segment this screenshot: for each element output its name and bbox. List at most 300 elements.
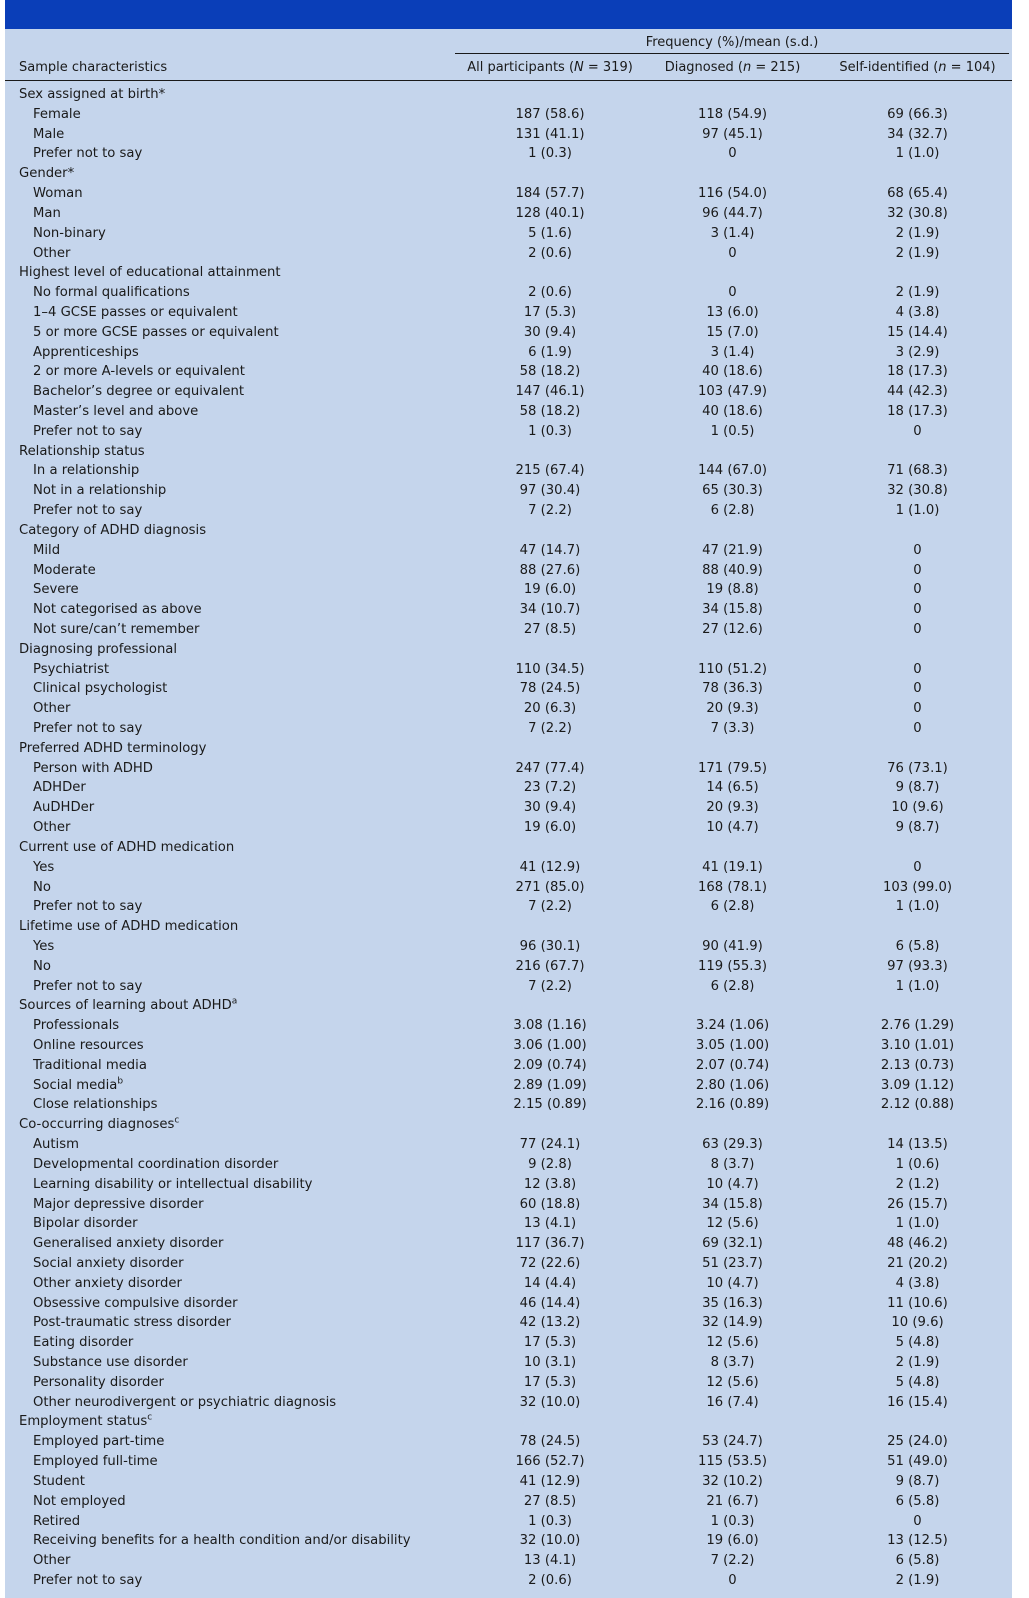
row-label-text: Other (33, 1553, 71, 1569)
section-label (19, 263, 281, 283)
row-label-text: Diagnosing professional (19, 641, 178, 657)
cell-diagnosed: 35 (16.3) (702, 1295, 763, 1311)
table-row (5, 1353, 1012, 1373)
cell-self-identified: 18 (17.3) (887, 364, 948, 380)
cell-diagnosed: 63 (29.3) (702, 1137, 763, 1153)
row-label (33, 1214, 138, 1234)
row-label-text: Mild (33, 542, 61, 558)
col-header-all: All participants (N = 319) (467, 60, 633, 75)
cell-self-identified: 1 (1.0) (895, 978, 940, 994)
table-row (5, 303, 1012, 323)
table-row (5, 679, 1012, 699)
cell-diagnosed: 88 (40.9) (702, 562, 763, 578)
section-heading-row (5, 838, 1012, 858)
row-label-text: Not sure/can’t remember (33, 621, 200, 637)
row-label-text: Not employed (33, 1493, 126, 1509)
table-row (5, 204, 1012, 224)
cell-self-identified: 14 (13.5) (887, 1137, 948, 1153)
row-label (33, 679, 167, 699)
table-row (5, 1155, 1012, 1175)
row-label (33, 561, 96, 581)
cell-all-participants: 32 (10.0) (519, 1394, 581, 1410)
table-row (5, 501, 1012, 521)
cell-diagnosed: 20 (9.3) (706, 800, 759, 816)
cell-diagnosed: 78 (36.3) (702, 681, 763, 697)
cell-diagnosed: 16 (7.4) (706, 1394, 759, 1410)
row-label (33, 1571, 142, 1591)
table-row (5, 937, 1012, 957)
cell-self-identified: 0 (913, 621, 922, 637)
cell-diagnosed: 0 (728, 285, 737, 301)
cell-diagnosed: 10 (4.7) (706, 1275, 759, 1291)
cell-diagnosed: 40 (18.6) (702, 404, 763, 419)
table-row (5, 1214, 1012, 1234)
cell-all-participants: 2 (0.6) (528, 245, 572, 261)
cell-all-participants: 27 (8.5) (523, 621, 577, 637)
row-label-text: Preferred ADHD terminology (19, 740, 207, 756)
table-row (5, 600, 1012, 620)
table-row (5, 461, 1012, 481)
section-heading-row (5, 996, 1012, 1016)
cell-diagnosed: 47 (21.9) (702, 542, 763, 558)
cell-all-participants: 46 (14.4) (519, 1295, 581, 1311)
row-label-text: Prefer not to say (33, 978, 143, 994)
cell-self-identified: 9 (8.7) (895, 820, 940, 836)
row-label-text: Personality disorder (33, 1374, 164, 1390)
table-row (5, 759, 1012, 779)
cell-all-participants: 166 (52.7) (515, 1454, 585, 1470)
cell-all-participants: 17 (5.3) (523, 1374, 577, 1390)
cell-diagnosed: 0 (728, 245, 737, 261)
table-row (5, 184, 1012, 204)
table-row (5, 1472, 1012, 1492)
row-label (33, 461, 139, 481)
cell-diagnosed: 27 (12.6) (702, 621, 763, 637)
row-label-text: Other (33, 701, 71, 717)
cell-diagnosed: 6 (2.8) (710, 978, 755, 994)
row-label (33, 402, 198, 422)
cell-all-participants: 13 (4.1) (523, 1216, 577, 1232)
table-title-bar (5, 0, 1012, 29)
table-row (5, 897, 1012, 917)
table-row (5, 323, 1012, 343)
row-label-text: Severe (33, 582, 79, 598)
section-label (19, 996, 237, 1016)
table-body (5, 85, 1012, 1591)
table-row (5, 1234, 1012, 1254)
cell-all-participants: 147 (46.1) (515, 384, 585, 400)
cell-self-identified: 0 (913, 1513, 922, 1529)
section-label (19, 521, 206, 541)
cell-all-participants: 60 (18.8) (519, 1196, 581, 1212)
table-row (5, 541, 1012, 561)
row-label-text: Person with ADHD (33, 760, 153, 776)
table-row (5, 1492, 1012, 1512)
cell-diagnosed: 69 (32.1) (702, 1236, 763, 1252)
table-row (5, 1274, 1012, 1294)
cell-all-participants: 23 (7.2) (523, 780, 577, 796)
row-label-text: Prefer not to say (33, 899, 143, 915)
cell-all-participants: 78 (24.5) (519, 681, 581, 697)
cell-diagnosed: 0 (728, 1572, 737, 1588)
cell-self-identified: 11 (10.6) (887, 1295, 948, 1311)
row-label (33, 1016, 119, 1036)
section-heading-row (5, 1115, 1012, 1135)
cell-self-identified: 3.09 (1.12) (880, 1077, 955, 1093)
row-label (33, 1095, 158, 1115)
cell-diagnosed: 10 (4.7) (706, 1176, 759, 1192)
table-row (5, 1175, 1012, 1195)
cell-diagnosed: 34 (15.8) (702, 1196, 763, 1212)
row-label (33, 541, 60, 561)
row-label (33, 759, 153, 779)
cell-all-participants: 184 (57.7) (515, 186, 585, 202)
table-row (5, 660, 1012, 680)
footnote-marker: b (117, 1076, 124, 1087)
row-label-text: Man (33, 205, 61, 221)
table-row (5, 1135, 1012, 1155)
row-label-text: Apprenticeships (33, 344, 139, 360)
cell-self-identified: 3 (2.9) (895, 344, 940, 360)
cell-diagnosed: 1 (0.5) (710, 423, 755, 439)
cell-all-participants: 42 (13.2) (519, 1315, 581, 1331)
cell-diagnosed: 51 (23.7) (702, 1255, 763, 1271)
row-label (33, 382, 244, 402)
row-label (33, 1313, 231, 1333)
cell-diagnosed: 13 (6.0) (706, 304, 759, 320)
row-label-text: Substance use disorder (33, 1355, 188, 1370)
row-label-text: Employed full-time (33, 1454, 158, 1470)
row-label-text: No formal qualifications (33, 285, 190, 301)
cell-all-participants: 96 (30.1) (519, 938, 581, 954)
cell-diagnosed: 1 (0.3) (710, 1513, 755, 1529)
table-row (5, 977, 1012, 997)
cell-all-participants: 88 (27.6) (519, 562, 581, 578)
row-label-text: Online resources (33, 1038, 144, 1053)
row-label (33, 105, 81, 125)
row-label-text: 2 or more A-levels or equivalent (33, 364, 245, 380)
cell-diagnosed: 7 (3.3) (710, 721, 755, 736)
cell-self-identified: 34 (32.7) (887, 126, 948, 142)
cell-all-participants: 2 (0.6) (528, 1572, 572, 1588)
section-heading-row (5, 442, 1012, 462)
cell-diagnosed: 144 (67.0) (697, 463, 767, 479)
section-label (19, 838, 234, 858)
row-label-text: 5 or more GCSE passes or equivalent (33, 324, 279, 340)
table-row (5, 105, 1012, 125)
table-row (5, 858, 1012, 878)
cell-diagnosed: 32 (10.2) (702, 1473, 763, 1489)
row-label-text: Social anxiety disorder (33, 1255, 184, 1271)
cell-self-identified: 1 (1.0) (895, 1216, 940, 1232)
section-heading-row (5, 85, 1012, 105)
cell-self-identified: 0 (913, 542, 922, 558)
row-label-text: Non-binary (33, 225, 106, 241)
cell-self-identified: 76 (73.1) (887, 760, 948, 776)
cell-all-participants: 3.08 (1.16) (513, 1018, 587, 1034)
cell-all-participants: 1 (0.3) (528, 146, 572, 162)
cell-diagnosed: 65 (30.3) (702, 483, 763, 499)
cell-all-participants: 47 (14.7) (519, 542, 581, 558)
row-label-text: No (33, 958, 51, 974)
table-row (5, 878, 1012, 898)
cell-self-identified: 0 (913, 582, 922, 598)
cell-self-identified: 4 (3.8) (895, 1275, 940, 1291)
cell-all-participants: 27 (8.5) (523, 1493, 577, 1509)
cell-all-participants: 110 (34.5) (515, 661, 585, 677)
cell-diagnosed: 19 (8.8) (706, 582, 759, 598)
cell-self-identified: 3.10 (1.01) (880, 1038, 955, 1053)
cell-all-participants: 1 (0.3) (528, 423, 572, 439)
cell-self-identified: 2 (1.9) (895, 1572, 940, 1588)
row-label (33, 937, 54, 957)
row-label (33, 1353, 188, 1373)
row-label-text: Employment status (19, 1414, 148, 1430)
table-row (5, 481, 1012, 501)
cell-diagnosed: 8 (3.7) (710, 1355, 755, 1370)
table-row (5, 1551, 1012, 1571)
row-label (33, 1393, 336, 1413)
table-row (5, 1076, 1012, 1096)
cell-self-identified: 2 (1.9) (895, 225, 940, 241)
col-header-diagnosed: Diagnosed (n = 215) (664, 60, 801, 75)
row-label (33, 1135, 79, 1155)
cell-all-participants: 2 (0.6) (528, 285, 572, 301)
cell-all-participants: 117 (36.7) (515, 1236, 585, 1252)
cell-diagnosed: 97 (45.1) (702, 126, 763, 142)
row-label (33, 1452, 158, 1472)
row-label (33, 897, 142, 917)
row-label (33, 620, 199, 640)
cell-self-identified: 2 (1.9) (895, 245, 940, 261)
cell-self-identified: 6 (5.8) (895, 1553, 940, 1569)
cell-all-participants: 187 (58.6) (515, 106, 585, 122)
cell-all-participants: 19 (6.0) (523, 582, 577, 598)
section-label (19, 739, 206, 759)
row-label (33, 1512, 80, 1532)
cell-diagnosed: 3 (1.4) (710, 344, 755, 360)
cell-self-identified: 0 (913, 602, 922, 618)
cell-self-identified: 32 (30.8) (887, 483, 948, 499)
row-label-text: Autism (33, 1137, 79, 1153)
row-label (33, 501, 142, 521)
table-row (5, 1333, 1012, 1353)
cell-self-identified: 32 (30.8) (887, 205, 948, 221)
cell-self-identified: 4 (3.8) (895, 304, 940, 320)
cell-diagnosed: 3.24 (1.06) (695, 1018, 770, 1034)
cell-self-identified: 71 (68.3) (887, 463, 948, 479)
table-row (5, 1512, 1012, 1532)
cell-all-participants: 77 (24.1) (519, 1137, 581, 1153)
table-row (5, 144, 1012, 164)
row-label-text: Employed part-time (33, 1434, 165, 1450)
table-row (5, 1373, 1012, 1393)
row-label-text: Other anxiety disorder (33, 1275, 182, 1291)
table-row (5, 620, 1012, 640)
table-row (5, 1313, 1012, 1333)
row-label (33, 362, 245, 382)
section-label (19, 1115, 179, 1135)
footnote-marker: c (174, 1115, 180, 1126)
cell-diagnosed: 2.80 (1.06) (695, 1077, 770, 1093)
cell-self-identified: 6 (5.8) (895, 938, 940, 954)
cell-diagnosed: 12 (5.6) (706, 1335, 759, 1351)
table-row (5, 422, 1012, 442)
row-label (33, 125, 64, 145)
section-label (19, 164, 74, 184)
row-label (33, 184, 83, 204)
cell-diagnosed: 119 (55.3) (697, 958, 767, 974)
cell-all-participants: 7 (2.2) (528, 721, 572, 736)
section-label (19, 442, 145, 462)
cell-self-identified: 9 (8.7) (895, 780, 940, 796)
cell-all-participants: 7 (2.2) (528, 503, 572, 519)
cell-all-participants: 19 (6.0) (523, 820, 577, 836)
cell-diagnosed: 2.16 (0.89) (695, 1097, 770, 1113)
table-row (5, 1294, 1012, 1314)
row-label-text: In a relationship (33, 463, 140, 479)
row-label-text: Master’s level and above (33, 404, 199, 419)
cell-diagnosed: 6 (2.8) (710, 503, 755, 519)
row-label-text: Not categorised as above (33, 602, 202, 618)
row-label (33, 1036, 144, 1056)
cell-diagnosed: 41 (19.1) (702, 859, 763, 875)
cell-self-identified: 0 (913, 661, 922, 677)
row-label (33, 323, 279, 343)
cell-self-identified: 9 (8.7) (895, 1473, 940, 1489)
row-label (33, 1294, 238, 1314)
row-label-text: Social media (33, 1077, 118, 1093)
table-row (5, 818, 1012, 838)
section-label (19, 85, 165, 105)
row-label-text: Receiving benefits for a health condition and/or disability (33, 1533, 411, 1549)
row-label-text: Sources of learning about ADHD (19, 998, 232, 1014)
cell-self-identified: 1 (1.0) (895, 503, 940, 519)
cell-all-participants: 20 (6.3) (523, 701, 577, 717)
row-label-text: Yes (33, 859, 55, 875)
row-label (33, 719, 142, 739)
cell-self-identified: 51 (49.0) (887, 1454, 948, 1470)
cell-self-identified: 5 (4.8) (895, 1374, 940, 1390)
row-label-text: Other (33, 820, 71, 836)
cell-diagnosed: 6 (2.8) (710, 899, 755, 915)
table-row (5, 1452, 1012, 1472)
cell-all-participants: 12 (3.8) (523, 1176, 577, 1192)
header-rule (5, 80, 1012, 81)
cell-diagnosed: 116 (54.0) (697, 186, 767, 202)
cell-self-identified: 0 (913, 701, 922, 717)
cell-diagnosed: 103 (47.9) (697, 384, 767, 400)
section-label (19, 1412, 152, 1432)
table-row (5, 362, 1012, 382)
row-label-text: Post-traumatic stress disorder (33, 1315, 231, 1331)
cell-diagnosed: 12 (5.6) (706, 1216, 759, 1232)
cell-diagnosed: 115 (53.5) (697, 1454, 767, 1470)
footnote-marker: c (147, 1413, 153, 1424)
cell-self-identified: 2.13 (0.73) (880, 1057, 955, 1073)
row-label (33, 303, 238, 323)
section-label (19, 917, 238, 937)
cell-self-identified: 25 (24.0) (887, 1434, 948, 1450)
row-label-text: 1–4 GCSE passes or equivalent (33, 304, 238, 320)
cell-self-identified: 2 (1.9) (895, 1355, 940, 1370)
cell-all-participants: 7 (2.2) (528, 899, 572, 915)
row-label (33, 144, 142, 164)
row-label (33, 1531, 411, 1551)
table-row (5, 1036, 1012, 1056)
col-header-self-identified: Self-identified (n = 104) (839, 60, 996, 75)
table-row (5, 719, 1012, 739)
row-label (33, 422, 142, 442)
row-label-text: Yes (33, 938, 55, 954)
table-row (5, 1393, 1012, 1413)
row-label-text: Relationship status (19, 443, 145, 459)
row-label-text: Not in a relationship (33, 483, 167, 499)
cell-self-identified: 2.76 (1.29) (880, 1018, 955, 1034)
cell-diagnosed: 34 (15.8) (702, 602, 763, 618)
row-label (33, 1373, 164, 1393)
cell-self-identified: 0 (913, 859, 922, 875)
cell-self-identified: 1 (0.6) (895, 1156, 940, 1172)
cell-self-identified: 1 (1.0) (895, 899, 940, 915)
cell-self-identified: 15 (14.4) (887, 324, 948, 340)
cell-all-participants: 128 (40.1) (515, 205, 585, 221)
row-label (33, 1551, 70, 1571)
cell-all-participants: 97 (30.4) (519, 483, 581, 499)
cell-self-identified: 0 (913, 423, 922, 439)
table-row (5, 1195, 1012, 1215)
row-label-text: Prefer not to say (33, 721, 143, 736)
cell-self-identified: 44 (42.3) (887, 384, 948, 400)
cell-self-identified: 0 (913, 562, 922, 578)
row-label (33, 481, 166, 501)
cell-self-identified: 97 (93.3) (887, 958, 948, 974)
row-label (33, 660, 109, 680)
table-row (5, 1016, 1012, 1036)
group-header-rule (455, 53, 1009, 54)
row-label-text: Moderate (33, 562, 96, 578)
cell-diagnosed: 15 (7.0) (706, 324, 759, 340)
row-label (33, 798, 94, 818)
table-row (5, 343, 1012, 363)
cell-diagnosed: 40 (18.6) (702, 364, 763, 380)
section-heading-row (5, 164, 1012, 184)
cell-all-participants: 41 (12.9) (519, 1473, 581, 1489)
row-label (33, 699, 70, 719)
row-label-text: Psychiatrist (33, 661, 110, 677)
cell-self-identified: 26 (15.7) (887, 1196, 948, 1212)
row-label-text: Bachelor’s degree or equivalent (33, 384, 245, 400)
cell-self-identified: 68 (65.4) (887, 186, 948, 202)
table-row (5, 798, 1012, 818)
cell-self-identified: 21 (20.2) (887, 1255, 948, 1271)
row-label-text: Prefer not to say (33, 1572, 143, 1588)
cell-self-identified: 16 (15.4) (887, 1394, 948, 1410)
row-label (33, 600, 202, 620)
cell-self-identified: 6 (5.8) (895, 1493, 940, 1509)
cell-all-participants: 10 (3.1) (523, 1355, 577, 1370)
cell-diagnosed: 7 (2.2) (710, 1553, 755, 1569)
row-label-text: Female (33, 106, 81, 122)
cell-self-identified: 0 (913, 681, 922, 697)
cell-diagnosed: 3.05 (1.00) (695, 1038, 770, 1053)
row-label (33, 1076, 123, 1096)
cell-all-participants: 72 (22.6) (519, 1255, 581, 1271)
cell-all-participants: 30 (9.4) (523, 324, 577, 340)
row-label-text: Category of ADHD diagnosis (19, 522, 207, 538)
table-row (5, 561, 1012, 581)
cell-all-participants: 247 (77.4) (515, 760, 585, 776)
